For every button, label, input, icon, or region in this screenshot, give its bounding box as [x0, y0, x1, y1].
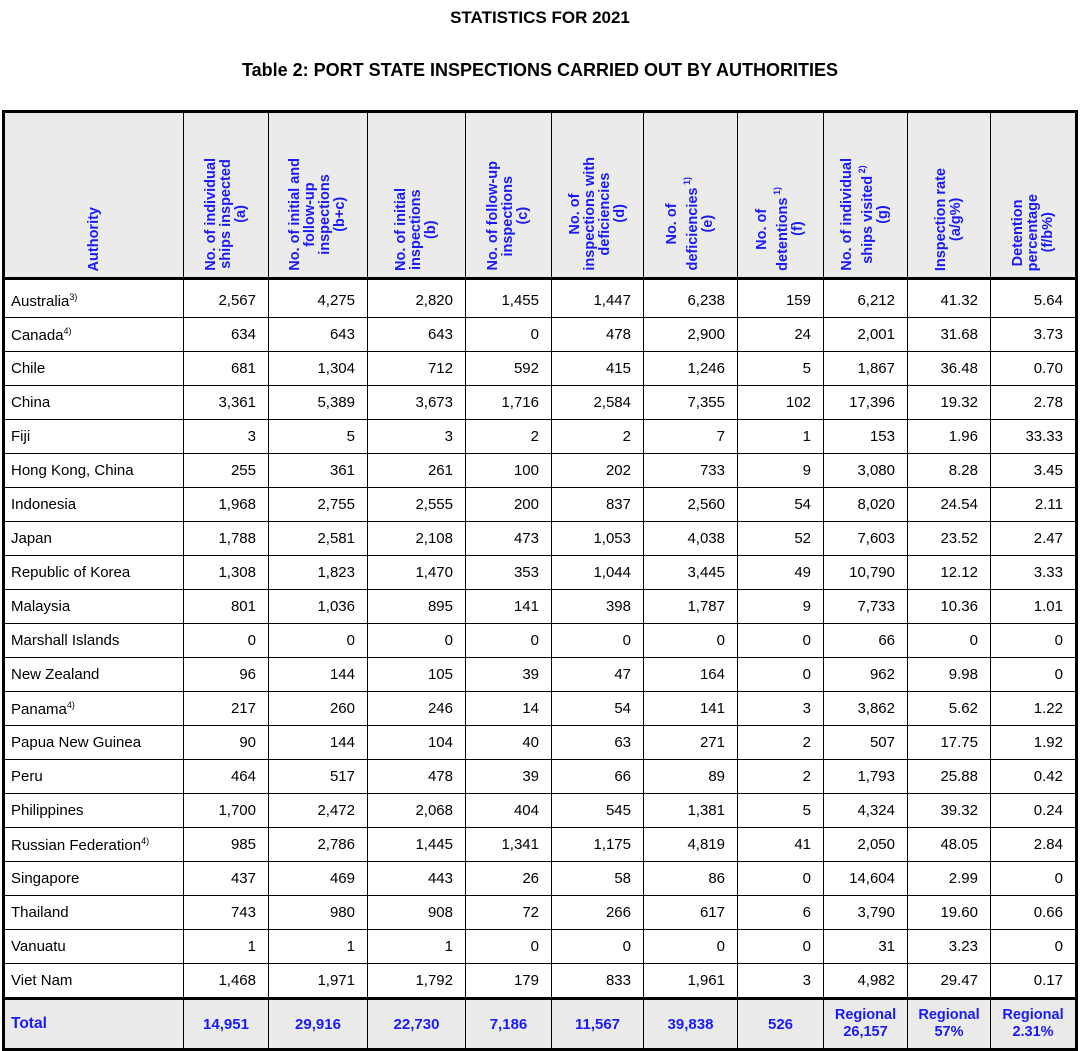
authority-cell: Fiji: [4, 420, 184, 454]
value-cell: 47: [552, 658, 644, 692]
value-cell: 2,068: [368, 794, 466, 828]
table-row: [4, 964, 1077, 999]
value-cell: 31.68: [908, 318, 991, 352]
value-cell: 90: [184, 726, 269, 760]
authority-cell: Philippines: [4, 794, 184, 828]
value-cell: 0: [908, 624, 991, 658]
table-row: [4, 896, 1077, 930]
value-cell: 10,790: [824, 556, 908, 590]
value-cell: 643: [368, 318, 466, 352]
total-row: [4, 999, 1077, 1050]
value-cell: 1.22: [991, 692, 1077, 726]
value-cell: 104: [368, 726, 466, 760]
column-header: [466, 112, 552, 279]
value-cell: 41.32: [908, 279, 991, 318]
value-cell: 48.05: [908, 828, 991, 862]
value-cell: 10.36: [908, 590, 991, 624]
value-cell: 353: [466, 556, 552, 590]
value-cell: 100: [466, 454, 552, 488]
value-cell: 2: [552, 420, 644, 454]
column-header-label: No. of initial inspections (b): [393, 188, 439, 271]
table-row: [4, 352, 1077, 386]
value-cell: 643: [269, 318, 368, 352]
value-cell: 733: [644, 454, 738, 488]
value-cell: 58: [552, 862, 644, 896]
footnote-marker: 4): [63, 325, 72, 336]
authority-cell: New Zealand: [4, 658, 184, 692]
value-cell: 1,455: [466, 279, 552, 318]
authority-cell: Viet Nam: [4, 964, 184, 999]
value-cell: 1,788: [184, 522, 269, 556]
value-cell: 1.92: [991, 726, 1077, 760]
value-cell: 0: [552, 930, 644, 964]
value-cell: 0: [552, 624, 644, 658]
value-cell: 1,968: [184, 488, 269, 522]
value-cell: 1,468: [184, 964, 269, 999]
table-row: [4, 692, 1077, 726]
value-cell: 2.99: [908, 862, 991, 896]
value-cell: 464: [184, 760, 269, 794]
column-header: [991, 112, 1077, 279]
value-cell: 3.23: [908, 930, 991, 964]
value-cell: 1.96: [908, 420, 991, 454]
value-cell: 5: [269, 420, 368, 454]
value-cell: 9: [738, 454, 824, 488]
value-cell: 3: [368, 420, 466, 454]
value-cell: 52: [738, 522, 824, 556]
total-value: 11,567: [552, 999, 644, 1050]
value-cell: 9: [738, 590, 824, 624]
value-cell: 1,961: [644, 964, 738, 999]
value-cell: 54: [738, 488, 824, 522]
authority-cell: Russian Federation$^{4)}$: [4, 828, 184, 862]
value-cell: 0: [738, 658, 824, 692]
value-cell: 2,900: [644, 318, 738, 352]
value-cell: 153: [824, 420, 908, 454]
value-cell: 1,044: [552, 556, 644, 590]
authority-cell: Peru: [4, 760, 184, 794]
value-cell: 617: [644, 896, 738, 930]
value-cell: 9.98: [908, 658, 991, 692]
table-row: [4, 420, 1077, 454]
value-cell: 246: [368, 692, 466, 726]
value-cell: 7,733: [824, 590, 908, 624]
value-cell: 0: [644, 624, 738, 658]
value-cell: 743: [184, 896, 269, 930]
value-cell: 1: [184, 930, 269, 964]
value-cell: 54: [552, 692, 644, 726]
value-cell: 415: [552, 352, 644, 386]
value-cell: 17.75: [908, 726, 991, 760]
value-cell: 0: [991, 624, 1077, 658]
value-cell: 29.47: [908, 964, 991, 999]
column-header: [368, 112, 466, 279]
value-cell: 3,361: [184, 386, 269, 420]
value-cell: 962: [824, 658, 908, 692]
value-cell: 0: [738, 624, 824, 658]
total-value: 14,951: [184, 999, 269, 1050]
value-cell: 261: [368, 454, 466, 488]
value-cell: 5: [738, 794, 824, 828]
value-cell: 1,787: [644, 590, 738, 624]
value-cell: 437: [184, 862, 269, 896]
value-cell: 895: [368, 590, 466, 624]
value-cell: 5: [738, 352, 824, 386]
value-cell: 3,790: [824, 896, 908, 930]
value-cell: 801: [184, 590, 269, 624]
value-cell: 36.48: [908, 352, 991, 386]
regional-value: Regional 26,157: [824, 999, 908, 1050]
column-header-label: No. of individual ships inspected (a): [202, 158, 249, 271]
value-cell: 217: [184, 692, 269, 726]
footnote-marker: 3): [69, 291, 78, 302]
column-header: [908, 112, 991, 279]
value-cell: 634: [184, 318, 269, 352]
value-cell: 2: [738, 760, 824, 794]
value-cell: 14: [466, 692, 552, 726]
authority-cell: Thailand: [4, 896, 184, 930]
value-cell: 908: [368, 896, 466, 930]
value-cell: 1,445: [368, 828, 466, 862]
value-cell: 0: [466, 624, 552, 658]
value-cell: 31: [824, 930, 908, 964]
value-cell: 86: [644, 862, 738, 896]
column-header: [738, 112, 824, 279]
column-header-label: Inspection rate (a/g%): [933, 167, 964, 271]
value-cell: 361: [269, 454, 368, 488]
value-cell: 159: [738, 279, 824, 318]
inspections-table: [2, 110, 1078, 1051]
value-cell: 404: [466, 794, 552, 828]
table-row: [4, 828, 1077, 862]
value-cell: 3: [738, 692, 824, 726]
regional-value: Regional 2.31%: [991, 999, 1077, 1050]
value-cell: 2,472: [269, 794, 368, 828]
value-cell: 24: [738, 318, 824, 352]
value-cell: 144: [269, 726, 368, 760]
value-cell: 3.73: [991, 318, 1077, 352]
value-cell: 105: [368, 658, 466, 692]
column-header: [269, 112, 368, 279]
column-header: [552, 112, 644, 279]
value-cell: 545: [552, 794, 644, 828]
table-row: [4, 454, 1077, 488]
table-row: [4, 522, 1077, 556]
table-row: [4, 658, 1077, 692]
value-cell: 164: [644, 658, 738, 692]
total-value: 22,730: [368, 999, 466, 1050]
value-cell: 6,238: [644, 279, 738, 318]
value-cell: 1,470: [368, 556, 466, 590]
table-row: [4, 760, 1077, 794]
value-cell: 40: [466, 726, 552, 760]
value-cell: 1,793: [824, 760, 908, 794]
value-cell: 2.11: [991, 488, 1077, 522]
value-cell: 443: [368, 862, 466, 896]
value-cell: 507: [824, 726, 908, 760]
value-cell: 66: [552, 760, 644, 794]
column-header: [824, 112, 908, 279]
value-cell: 255: [184, 454, 269, 488]
table-row: [4, 556, 1077, 590]
value-cell: 478: [552, 318, 644, 352]
value-cell: 1,792: [368, 964, 466, 999]
value-cell: 478: [368, 760, 466, 794]
value-cell: 469: [269, 862, 368, 896]
value-cell: 0: [269, 624, 368, 658]
value-cell: 3,862: [824, 692, 908, 726]
value-cell: 0: [184, 624, 269, 658]
total-value: 7,186: [466, 999, 552, 1050]
authority-cell: China: [4, 386, 184, 420]
value-cell: 25.88: [908, 760, 991, 794]
value-cell: 0.66: [991, 896, 1077, 930]
footnote-marker: 4): [141, 835, 150, 846]
value-cell: 1,867: [824, 352, 908, 386]
value-cell: 0.70: [991, 352, 1077, 386]
value-cell: 1,716: [466, 386, 552, 420]
value-cell: 1,381: [644, 794, 738, 828]
value-cell: 1,304: [269, 352, 368, 386]
authority-cell: Canada$^{4)}$: [4, 318, 184, 352]
column-header: [4, 112, 184, 279]
value-cell: 266: [552, 896, 644, 930]
value-cell: 24.54: [908, 488, 991, 522]
value-cell: 2,108: [368, 522, 466, 556]
table-row: [4, 279, 1077, 318]
authority-cell: Chile: [4, 352, 184, 386]
value-cell: 2,786: [269, 828, 368, 862]
value-cell: 1,447: [552, 279, 644, 318]
value-cell: 473: [466, 522, 552, 556]
value-cell: 200: [466, 488, 552, 522]
value-cell: 1,053: [552, 522, 644, 556]
value-cell: 2,050: [824, 828, 908, 862]
value-cell: 1,700: [184, 794, 269, 828]
footnote-marker: 4): [66, 699, 75, 710]
total-value: 39,838: [644, 999, 738, 1050]
table-row: [4, 862, 1077, 896]
value-cell: 3: [738, 964, 824, 999]
value-cell: 19.32: [908, 386, 991, 420]
value-cell: 1.01: [991, 590, 1077, 624]
value-cell: 179: [466, 964, 552, 999]
column-header-label: No. of follow-up inspections (c): [485, 161, 531, 271]
authority-cell: Hong Kong, China: [4, 454, 184, 488]
value-cell: 2,001: [824, 318, 908, 352]
value-cell: 1,341: [466, 828, 552, 862]
value-cell: 49: [738, 556, 824, 590]
value-cell: 39: [466, 658, 552, 692]
value-cell: 7: [644, 420, 738, 454]
value-cell: 8,020: [824, 488, 908, 522]
total-value: 29,916: [269, 999, 368, 1050]
authority-cell: Papua New Guinea: [4, 726, 184, 760]
value-cell: 1,175: [552, 828, 644, 862]
value-cell: 2,584: [552, 386, 644, 420]
column-header-label: No. of deficiencies $^{1)}$ (e): [664, 177, 716, 271]
value-cell: 2,555: [368, 488, 466, 522]
value-cell: 6: [738, 896, 824, 930]
value-cell: 1,246: [644, 352, 738, 386]
value-cell: 837: [552, 488, 644, 522]
value-cell: 23.52: [908, 522, 991, 556]
value-cell: 7,355: [644, 386, 738, 420]
value-cell: 260: [269, 692, 368, 726]
value-cell: 0: [991, 930, 1077, 964]
value-cell: 681: [184, 352, 269, 386]
total-value: 526: [738, 999, 824, 1050]
value-cell: 41: [738, 828, 824, 862]
column-header-label: Authority: [85, 206, 102, 271]
column-header-label: Detention percentage (f/b%): [1009, 193, 1056, 271]
table-row: [4, 318, 1077, 352]
value-cell: 1,036: [269, 590, 368, 624]
value-cell: 2,567: [184, 279, 269, 318]
column-header-label: No. of inspections with deficiencies (d): [566, 157, 628, 271]
column-header: [644, 112, 738, 279]
value-cell: 39.32: [908, 794, 991, 828]
value-cell: 144: [269, 658, 368, 692]
value-cell: 1,823: [269, 556, 368, 590]
value-cell: 72: [466, 896, 552, 930]
value-cell: 980: [269, 896, 368, 930]
authority-cell: Indonesia: [4, 488, 184, 522]
value-cell: 202: [552, 454, 644, 488]
value-cell: 2,560: [644, 488, 738, 522]
value-cell: 592: [466, 352, 552, 386]
value-cell: 7,603: [824, 522, 908, 556]
value-cell: 0: [738, 862, 824, 896]
value-cell: 0: [991, 862, 1077, 896]
value-cell: 985: [184, 828, 269, 862]
value-cell: 141: [466, 590, 552, 624]
value-cell: 2,581: [269, 522, 368, 556]
value-cell: 33.33: [991, 420, 1077, 454]
value-cell: 398: [552, 590, 644, 624]
value-cell: 2,820: [368, 279, 466, 318]
value-cell: 5,389: [269, 386, 368, 420]
table-row: [4, 488, 1077, 522]
total-label: Total: [4, 999, 184, 1050]
value-cell: 3: [184, 420, 269, 454]
authority-cell: Malaysia: [4, 590, 184, 624]
value-cell: 89: [644, 760, 738, 794]
authority-cell: Japan: [4, 522, 184, 556]
value-cell: 1: [368, 930, 466, 964]
column-header-label: No. of individual ships visited $^{2)}$ (g): [839, 158, 891, 271]
value-cell: 3,080: [824, 454, 908, 488]
table-header: [4, 112, 1077, 279]
value-cell: 1: [269, 930, 368, 964]
value-cell: 12.12: [908, 556, 991, 590]
value-cell: 4,038: [644, 522, 738, 556]
authority-cell: Panama$^{4)}$: [4, 692, 184, 726]
value-cell: 66: [824, 624, 908, 658]
value-cell: 0.42: [991, 760, 1077, 794]
authority-cell: Marshall Islands: [4, 624, 184, 658]
value-cell: 3.45: [991, 454, 1077, 488]
table-row: [4, 930, 1077, 964]
value-cell: 4,324: [824, 794, 908, 828]
value-cell: 19.60: [908, 896, 991, 930]
value-cell: 2.47: [991, 522, 1077, 556]
value-cell: 5.64: [991, 279, 1077, 318]
value-cell: 96: [184, 658, 269, 692]
value-cell: 2.84: [991, 828, 1077, 862]
value-cell: 271: [644, 726, 738, 760]
regional-value: Regional 57%: [908, 999, 991, 1050]
column-header: [184, 112, 269, 279]
table-row: [4, 794, 1077, 828]
value-cell: 14,604: [824, 862, 908, 896]
value-cell: 517: [269, 760, 368, 794]
value-cell: 4,275: [269, 279, 368, 318]
value-cell: 0: [466, 930, 552, 964]
value-cell: 102: [738, 386, 824, 420]
value-cell: 1,308: [184, 556, 269, 590]
authority-cell: Singapore: [4, 862, 184, 896]
value-cell: 0: [368, 624, 466, 658]
value-cell: 17,396: [824, 386, 908, 420]
value-cell: 26: [466, 862, 552, 896]
value-cell: 0: [738, 930, 824, 964]
column-header-label: No. of detentions $^{1)}$ (f): [754, 187, 806, 271]
value-cell: 0: [644, 930, 738, 964]
table-row: [4, 624, 1077, 658]
value-cell: 1,971: [269, 964, 368, 999]
value-cell: 39: [466, 760, 552, 794]
value-cell: 5.62: [908, 692, 991, 726]
table-row: [4, 386, 1077, 420]
value-cell: 2.78: [991, 386, 1077, 420]
authority-cell: Republic of Korea: [4, 556, 184, 590]
value-cell: 0: [991, 658, 1077, 692]
value-cell: 0: [466, 318, 552, 352]
table-row: [4, 726, 1077, 760]
value-cell: 3,673: [368, 386, 466, 420]
table-row: [4, 590, 1077, 624]
value-cell: 4,819: [644, 828, 738, 862]
value-cell: 63: [552, 726, 644, 760]
authority-cell: Australia$^{3)}$: [4, 279, 184, 318]
value-cell: 2: [738, 726, 824, 760]
value-cell: 3.33: [991, 556, 1077, 590]
column-header-label: No. of initial and follow-up inspections (b+c): [287, 158, 348, 271]
value-cell: 712: [368, 352, 466, 386]
value-cell: 3,445: [644, 556, 738, 590]
value-cell: 8.28: [908, 454, 991, 488]
table-title: Table 2: PORT STATE INSPECTIONS CARRIED OUT BY AUTHORITIES: [241, 60, 839, 80]
value-cell: 1: [738, 420, 824, 454]
value-cell: 141: [644, 692, 738, 726]
page-title: STATISTICS FOR 2021: [450, 8, 630, 27]
value-cell: 2,755: [269, 488, 368, 522]
value-cell: 0.24: [991, 794, 1077, 828]
value-cell: 2: [466, 420, 552, 454]
value-cell: 6,212: [824, 279, 908, 318]
value-cell: 0.17: [991, 964, 1077, 999]
value-cell: 4,982: [824, 964, 908, 999]
value-cell: 833: [552, 964, 644, 999]
authority-cell: Vanuatu: [4, 930, 184, 964]
